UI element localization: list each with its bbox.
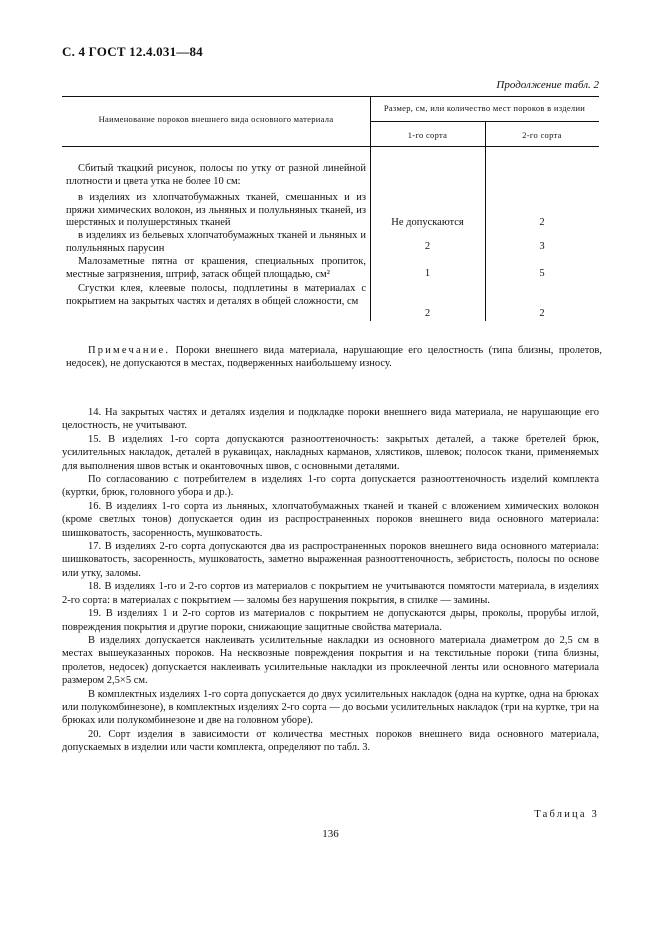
paragraph: 19. В изделиях 1 и 2-го сортов из материалов с покрытием не допускаются дыры, проколы, прорубы иглой, повреждения покрытия и другие пороки, снижающие защитные свойства материала.	[62, 608, 599, 633]
col-header-name: Наименование пороков внешнего вида основного материала	[98, 114, 334, 124]
paragraph: 14. На закрытых частях и деталях изделия и подкладке пороки внешнего вида материала, не нарушающие его целостность, не учитывают.	[62, 407, 599, 432]
col-header-size: Размер, см, или количество мест пороков в изделии	[383, 103, 586, 113]
page-number: 136	[322, 828, 339, 840]
col-header-grade1: 1-го сорта	[407, 130, 448, 140]
row-value-grade1: 2	[424, 241, 431, 252]
page-header: С. 4 ГОСТ 12.4.031—84	[62, 44, 203, 59]
body-text	[62, 406, 599, 755]
paragraph: По согласованию с потребителем в изделиях 1-го сорта допускается разнооттеночность изделий комплекта (куртки, брюк, головного убора и др.).	[62, 474, 599, 499]
row-name: в изделиях из хлопчатобумажных тканей, смешанных и из пряжи химических волокон, из льняных и полульняных тканей, из шерстяных и полушерстяных тканей	[66, 192, 366, 228]
table-row	[66, 256, 366, 281]
row-value-grade2: 2	[539, 308, 545, 319]
table-header-rule	[62, 146, 599, 147]
row-name: Сбитый ткацкий рисунок, полосы по утку от разной линейной плотности и цвета утка не более 10 см:	[66, 163, 366, 187]
paragraph: 15. В изделиях 1-го сорта допускаются разнооттеночность: закрытых деталей, а также бретелей брюк, усилительных накладок, деталей в рукавицах, накладных карманов, хлястиков, шлевок; полосок ткани, применяемых для выполнения швов встык и окантовочных швов, с основными деталями.	[62, 433, 599, 472]
table-note	[66, 344, 602, 370]
row-name: в изделиях из бельевых хлопчатобумажных тканей и льняных и полульняных парусин	[66, 230, 366, 254]
row-value-grade2: 3	[539, 241, 545, 252]
row-value-grade1: 1	[424, 268, 431, 279]
row-value-grade1: Не допускаются	[391, 217, 464, 228]
paragraph: 17. В изделиях 2-го сорта допускаются два из распространенных пороков внешнего вида основного материала: шишковатость, засоренность, мушковатость, заметно выраженная разнооттеночность, зебристость, полосы по основе или утку, заломы.	[62, 541, 599, 579]
note-text: Пороки внешнего вида материала, нарушающие его целостность (типа близны, пролетов, недосек), не допускаются в местах, подверженных наибольшему износу.	[66, 345, 603, 369]
table-subheader-rule	[370, 121, 599, 122]
table-top-rule	[62, 96, 599, 97]
paragraph: В комплектных изделиях 1-го сорта допускается до двух усилительных накладок (одна на куртке, одна на брюках или полукомбинезоне), в комплектных изделиях 2-го сорта — до восьми усилительных накладок (три на куртке, три на брюках или полукомбинезоне и две на головном уборе).	[62, 688, 599, 727]
table-row	[66, 283, 366, 308]
table-row	[66, 192, 366, 230]
table-row	[66, 163, 366, 188]
table-row	[66, 230, 366, 255]
row-name: Сгустки клея, клеевые полосы, подплетины в материалах с покрытием на закрытых частях и деталях в общей сложности, см	[66, 283, 366, 307]
paragraph: 18. В изделиях 1-го и 2-го сортов из материалов с покрытием не учитываются помятости материала, в изделиях 2-го сорта: в материалах с покрытием — заломы без нарушения покрытия, в спилке — замины.	[62, 581, 599, 606]
row-name: Малозаметные пятна от крашения, специальных пропиток, местные загрязнения, штриф, затаск общей площадью, см²	[66, 256, 366, 280]
note-label: Примечание.	[88, 345, 171, 356]
table-continuation-label: Продолжение табл. 2	[496, 79, 599, 91]
table3-label: Таблица 3	[534, 809, 599, 820]
paragraph: 20. Сорт изделия в зависимости от количества местных пороков внешнего вида основного материала, допускаемых в изделии или части комплекта, определяют по табл. 3.	[62, 728, 599, 754]
paragraph: В изделиях допускается наклеивать усилительные накладки из основного материала диаметром до 2,5 см в местах вышеуказанных пороков. На несквозные повреждения покрытия и на текстильные пороки (типа близны, пролетов, недосек) допускается наклеивать усилительные накладки из проклеечной ленты или основного материала размером 2,5×5 см.	[62, 634, 599, 687]
row-value-grade1: 2	[424, 308, 431, 319]
col-header-grade2: 2-го сорта	[522, 130, 562, 140]
paragraph: 16. В изделиях 1-го сорта из льняных, хлопчатобумажных тканей и тканей с вложением химических волокон (кроме светлых тонов) допускается один из распространенных пороков внешнего вида основного материала: шишковатость, засоренность, мушковатость.	[62, 500, 599, 539]
row-value-grade2: 5	[539, 268, 545, 279]
row-value-grade2: 2	[539, 217, 545, 228]
